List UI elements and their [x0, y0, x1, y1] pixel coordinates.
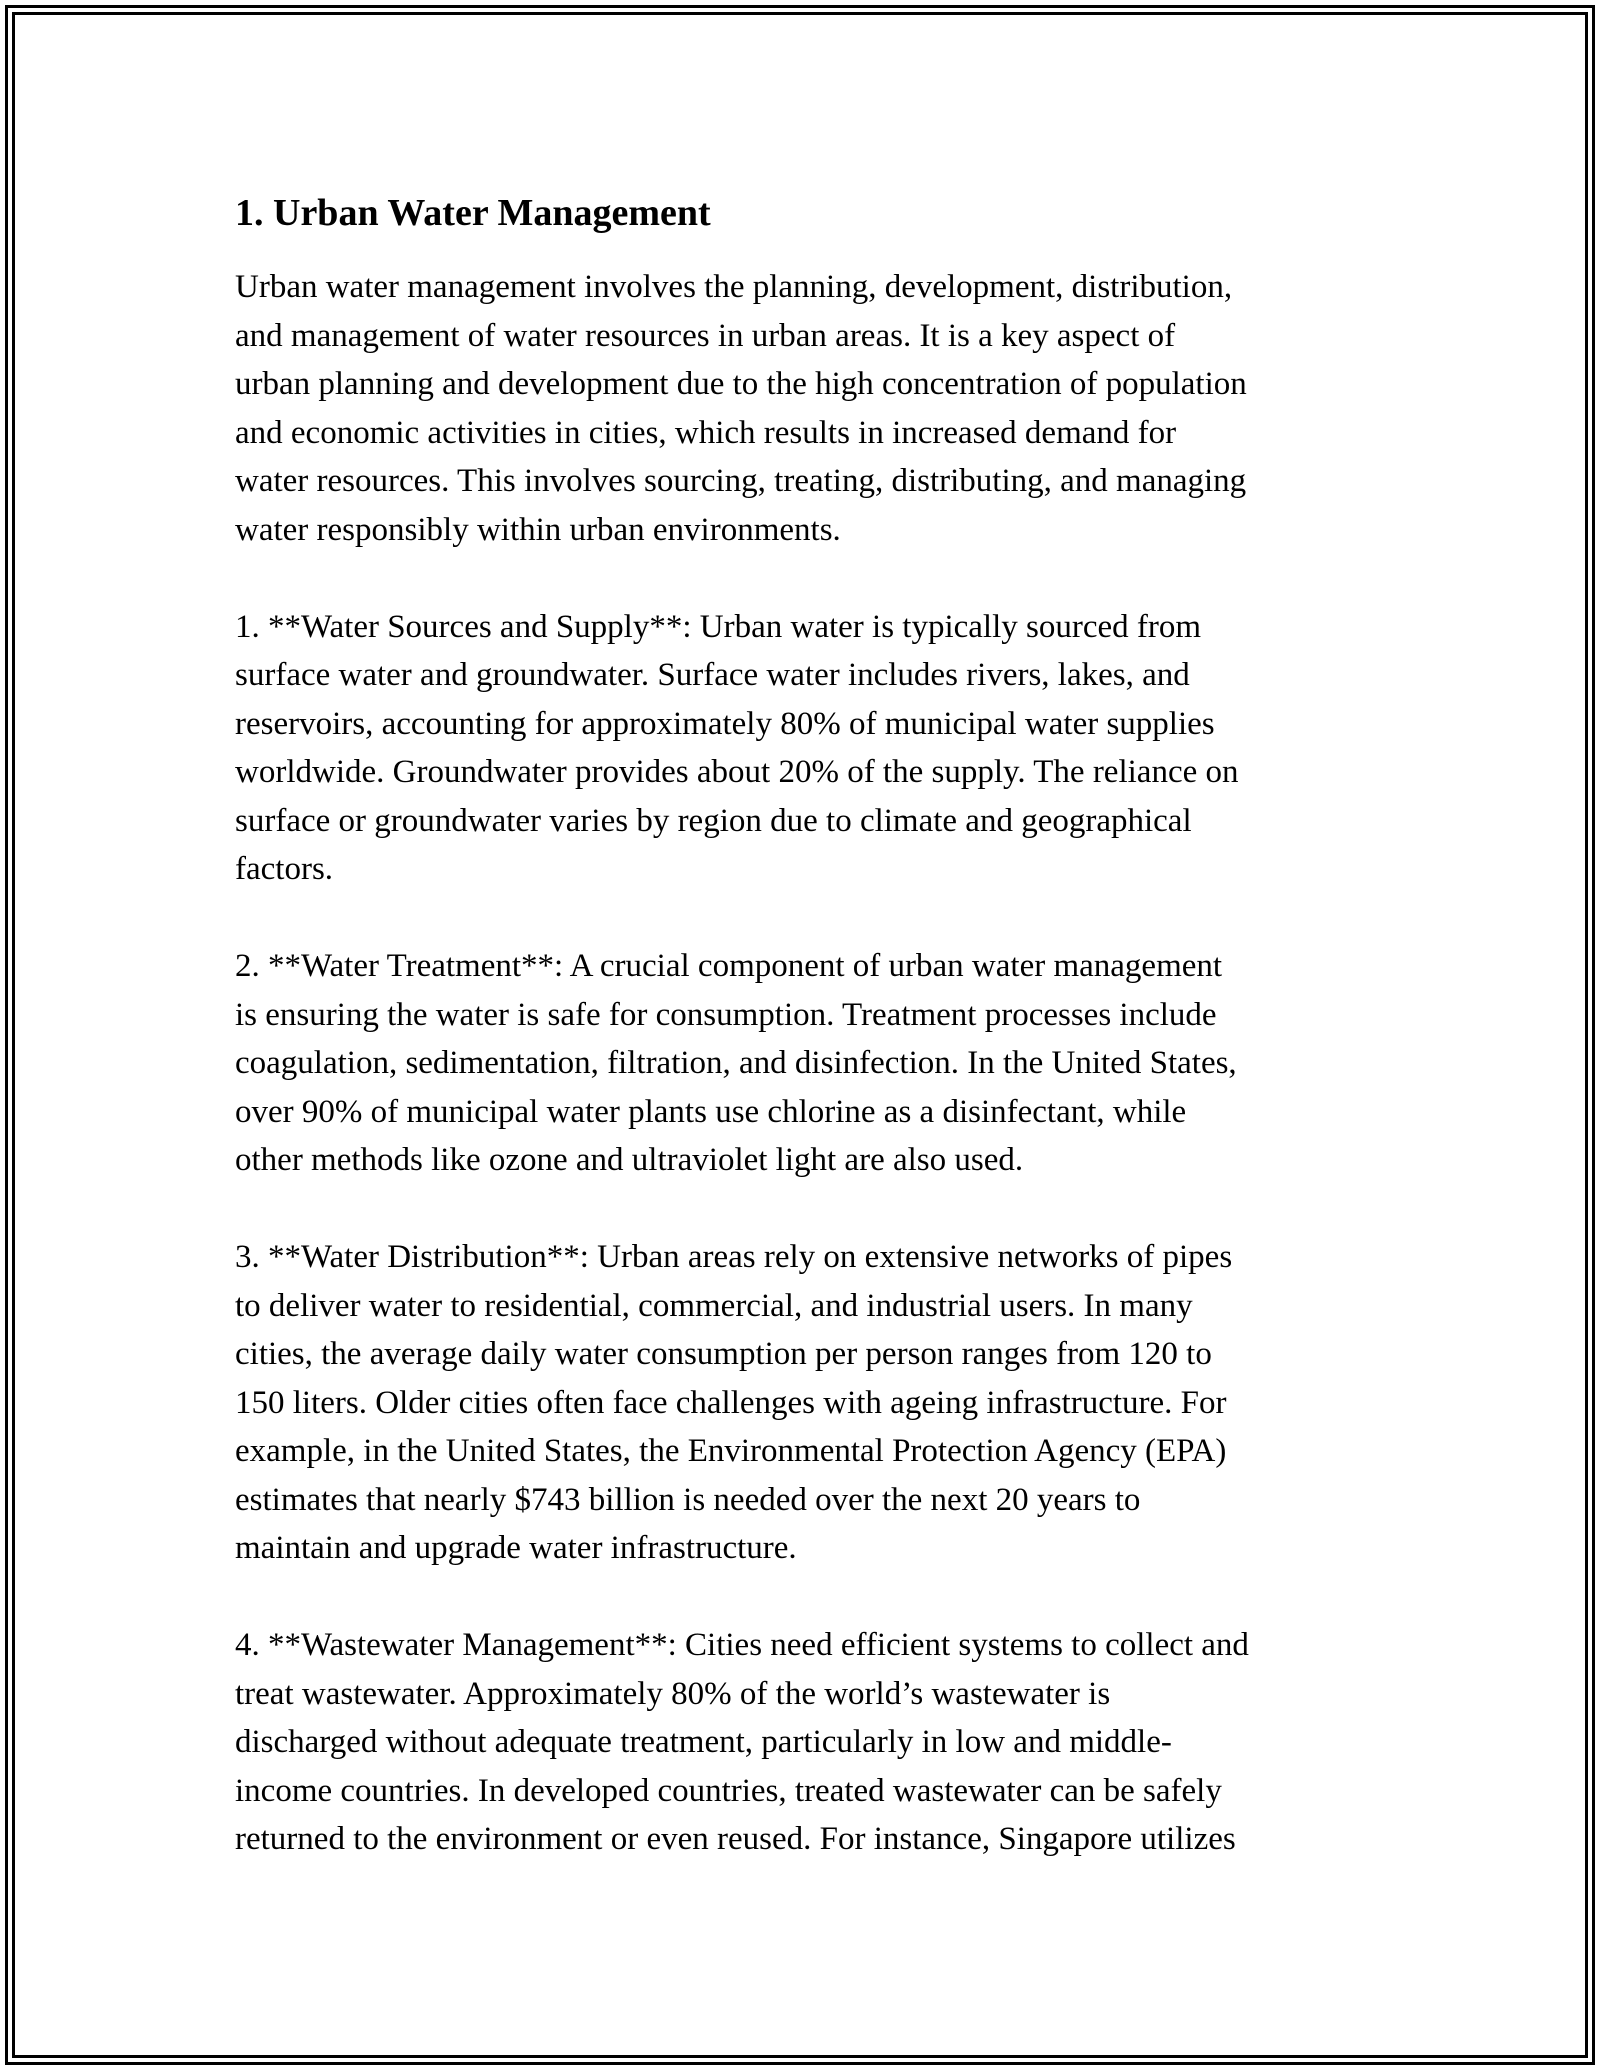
intro-paragraph — [235, 263, 1375, 554]
text-line: factors. — [235, 851, 334, 887]
text-line: water resources. This involves sourcing, treating, distributing, and managing — [235, 463, 1247, 499]
text-line: 2. **Water Treatment**: A crucial component of urban water management — [235, 948, 1223, 984]
paragraph-list — [235, 263, 1375, 1864]
numbered-paragraph — [235, 1621, 1375, 1864]
text-line: surface or groundwater varies by region due to climate and geographical — [235, 802, 1192, 839]
document-body — [235, 187, 1375, 1912]
text-line: water responsibly within urban environments. — [235, 511, 841, 548]
text-line: to deliver water to residential, commercial, and industrial users. In many — [235, 1287, 1193, 1324]
text-line: example, in the United States, the Environmental Protection Agency (EPA) — [235, 1433, 1227, 1469]
numbered-paragraph — [235, 1233, 1375, 1573]
text-line: urban planning and development due to the high concentration of population — [235, 366, 1247, 402]
text-line: income countries. In developed countries, treated wastewater can be safely — [235, 1772, 1222, 1809]
text-line: is ensuring the water is safe for consumption. Treatment processes include — [235, 996, 1217, 1033]
text-line: estimates that nearly $743 billion is needed over the next 20 years to — [235, 1481, 1141, 1518]
text-line: and economic activities in cities, which results in increased demand for — [235, 414, 1177, 451]
text-line: 150 liters. Older cities often face challenges with ageing infrastructure. For — [235, 1384, 1227, 1421]
text-line: surface water and groundwater. Surface water includes rivers, lakes, and — [235, 657, 1190, 693]
text-line: worldwide. Groundwater provides about 20% of the supply. The reliance on — [235, 754, 1239, 790]
text-line: 3. **Water Distribution**: Urban areas rely on extensive networks of pipes — [235, 1239, 1233, 1275]
text-line: discharged without adequate treatment, particularly in low and middle- — [235, 1724, 1172, 1760]
text-line: treat wastewater. Approximately 80% of the world’s wastewater is — [235, 1675, 1111, 1712]
page-title: 1. Urban Water Management — [235, 192, 711, 234]
text-line: 1. **Water Sources and Supply**: Urban water is typically sourced from — [235, 608, 1202, 645]
numbered-paragraph — [235, 603, 1375, 894]
text-line: other methods like ozone and ultraviolet light are also used. — [235, 1142, 1024, 1178]
text-line: 4. **Wastewater Management**: Cities need efficient systems to collect and — [235, 1627, 1249, 1663]
text-line: Urban water management involves the planning, development, distribution, — [235, 269, 1233, 305]
text-line: over 90% of municipal water plants use chlorine as a disinfectant, while — [235, 1093, 1187, 1130]
text-line: cities, the average daily water consumption per person ranges from 120 to — [235, 1336, 1212, 1372]
text-line: maintain and upgrade water infrastructure. — [235, 1530, 797, 1566]
text-line: returned to the environment or even reused. For instance, Singapore utilizes — [235, 1821, 1236, 1857]
numbered-paragraph — [235, 942, 1375, 1185]
text-line: reservoirs, accounting for approximately 80% of municipal water supplies — [235, 705, 1215, 742]
text-line: and management of water resources in urban areas. It is a key aspect of — [235, 317, 1176, 354]
text-line: coagulation, sedimentation, filtration, and disinfection. In the United States, — [235, 1045, 1237, 1081]
